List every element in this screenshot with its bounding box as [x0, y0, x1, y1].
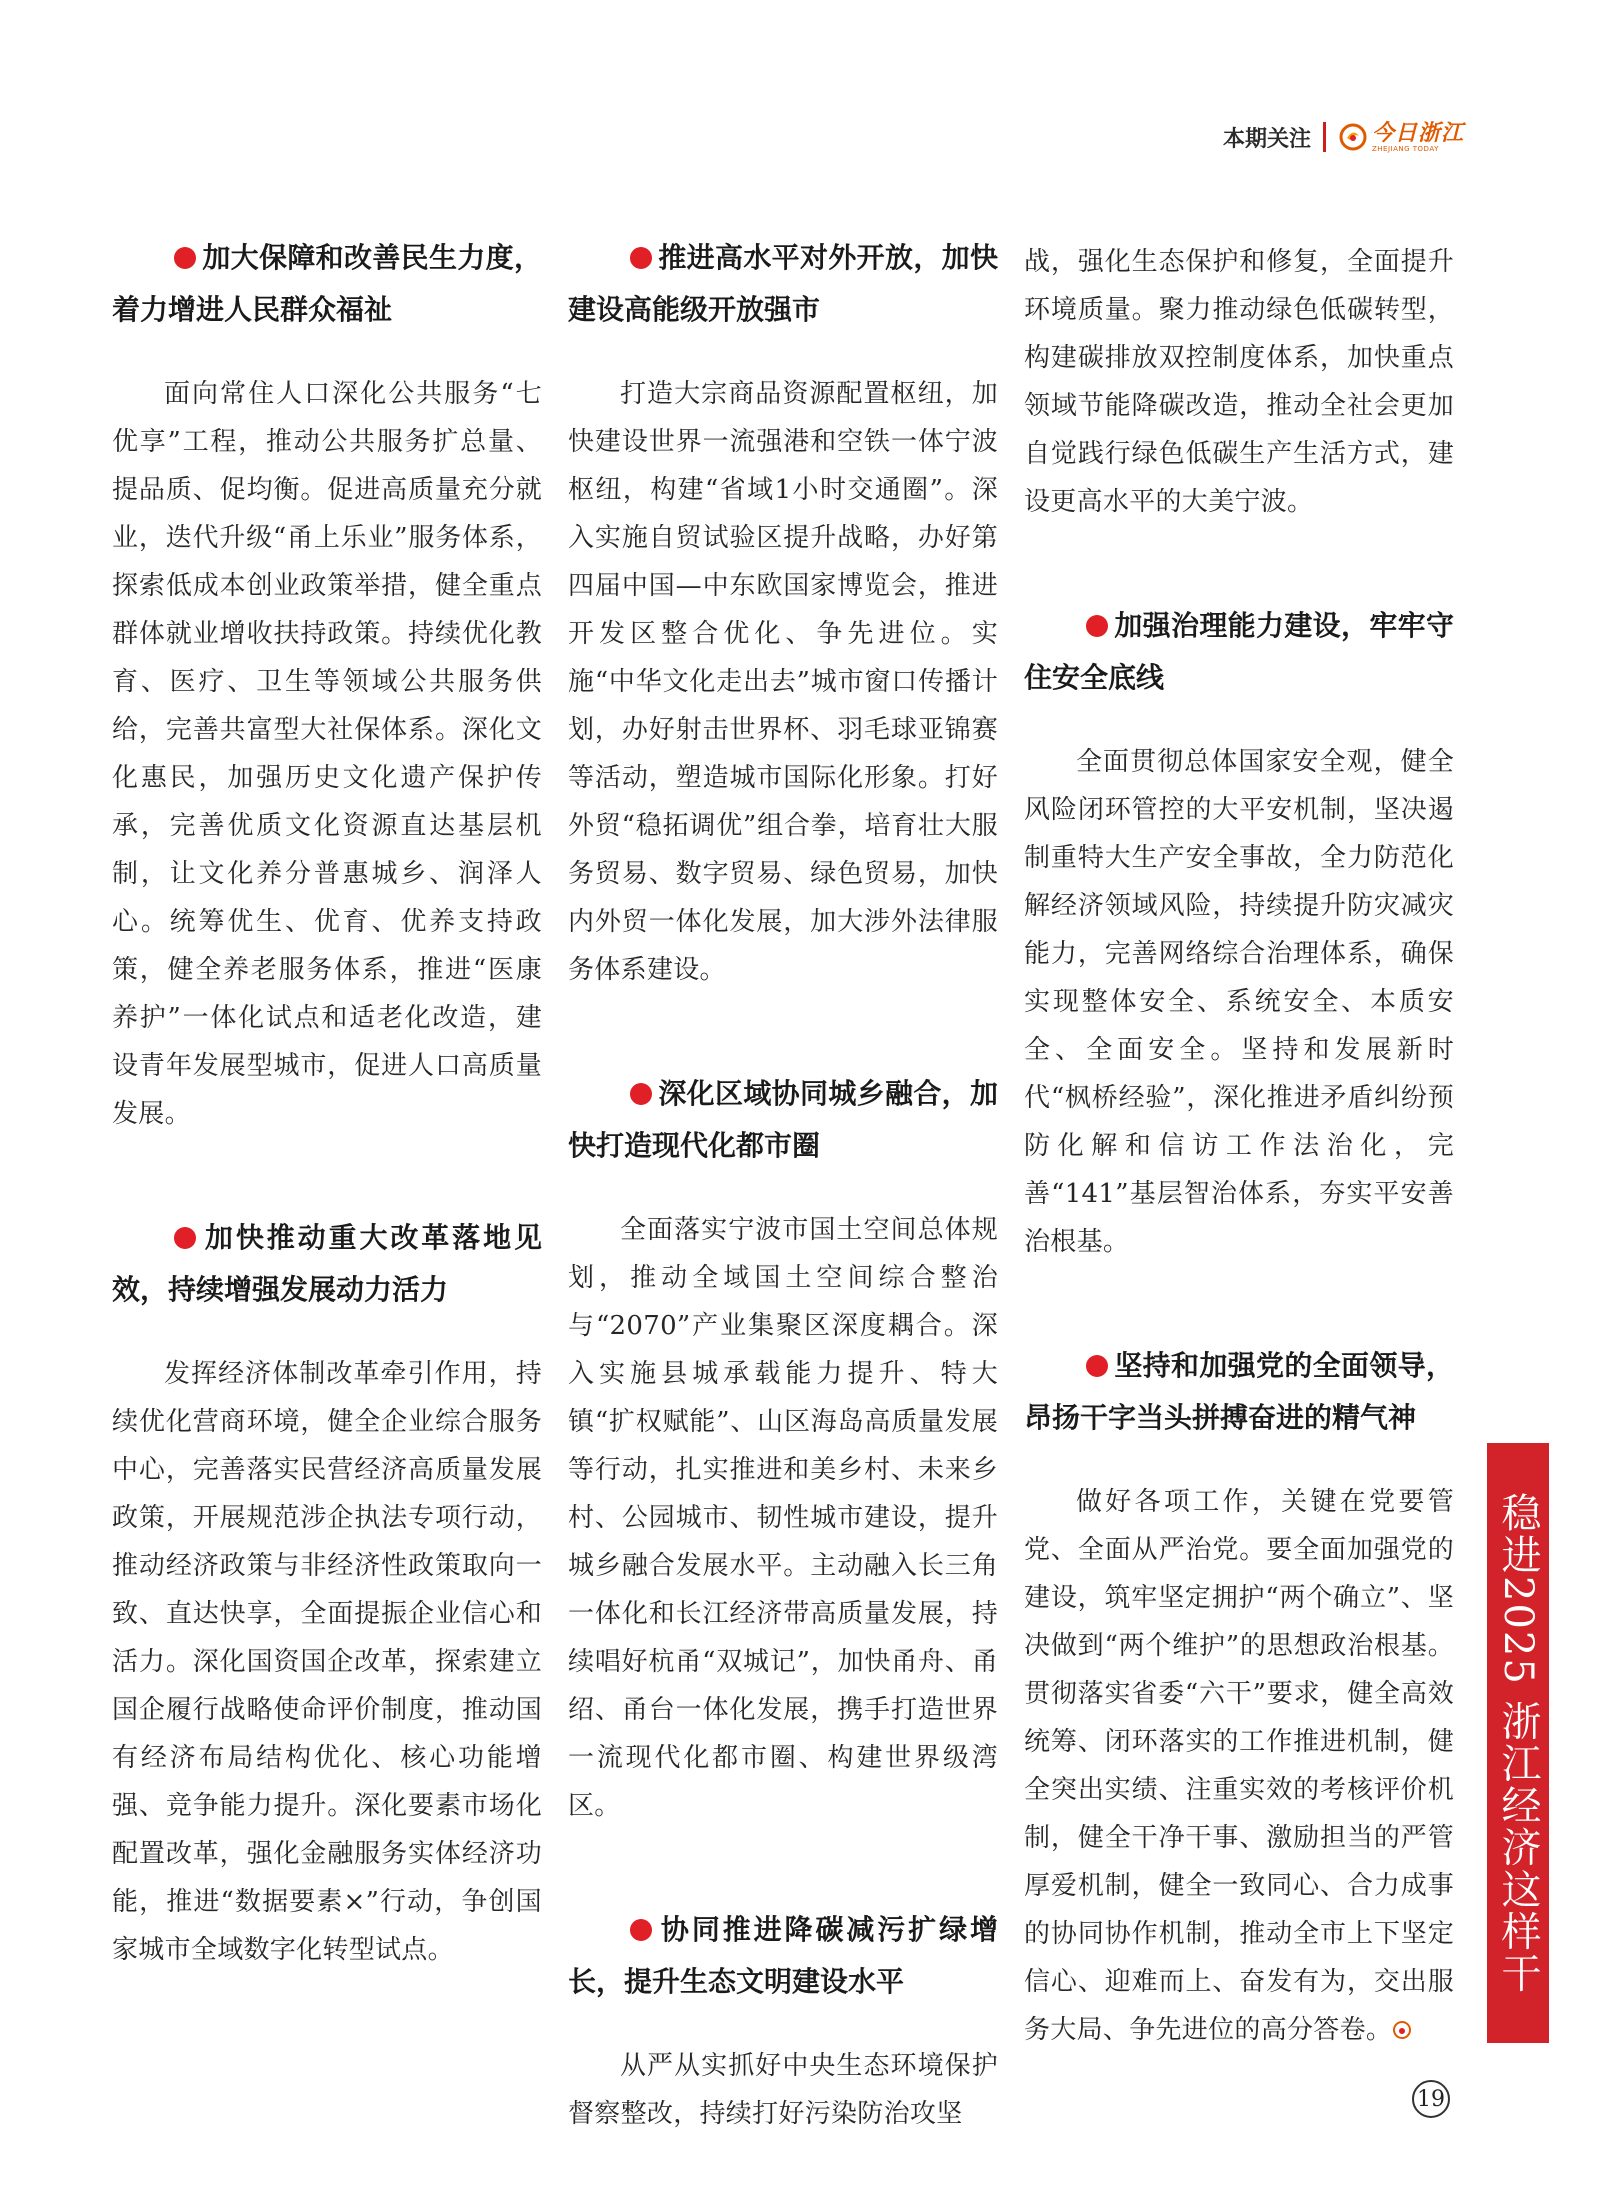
end-mark-icon — [1392, 2020, 1412, 2040]
section-heading — [568, 232, 998, 336]
body-paragraph: 全面落实宁波市国土空间总体规划，推动全域国土空间综合整治与“2070”产业集聚区深度耦合。深入实施县城承载能力提升、特大镇“扩权赋能”、山区海岛高质量发展等行动，扎实推进和美乡村、未来乡村、公园城市、韧性城市建设，提升城乡融合发展水平。主动融入长三角一体化和长江经济带高质量发展，持续唱好杭甬“双城记”，加快甬舟、甬绍、甬台一体化发展，携手打造世界一流现代化都市圈、构建世界级湾区。 — [568, 1215, 998, 1821]
body-paragraph: 全面贯彻总体国家安全观，健全风险闭环管控的大平安机制，坚决遏制重特大生产安全事故，全力防范化解经济领域风险，持续提升防灾减灾能力，完善网络综合治理体系，确保实现整体安全、系统安全、本质安全、全面安全。坚持和发展新时代“枫桥经验”，深化推进矛盾纠纷预防化解和信访工作法治化，完善“141”基层智治体系，夯实平安善治根基。 — [1024, 747, 1454, 1257]
section-heading — [112, 232, 542, 336]
body-paragraph — [1024, 1478, 1454, 2054]
heading-text: 加强治理能力建设，牢牢守住安全底线 — [1024, 609, 1454, 694]
sidebar-banner — [1487, 1443, 1549, 2043]
bullet-dot-icon — [630, 1083, 652, 1105]
heading-text: 协同推进降碳减污扩绿增长，提升生态文明建设水平 — [568, 1913, 998, 1998]
column-2 — [568, 232, 998, 2138]
bullet-dot-icon — [174, 1227, 196, 1249]
logo-english: ZHEJIANG TODAY — [1371, 144, 1439, 153]
column-1 — [112, 232, 542, 1974]
body-paragraph: 打造大宗商品资源配置枢纽，加快建设世界一流强港和空铁一体宁波枢纽，构建“省域1小时交通圈”。深入实施自贸试验区提升战略，办好第四届中国—中东欧国家博览会，推进开发区整合优化、争先进位。实施“中华文化走出去”城市窗口传播计划，办好射击世界杯、羽毛球亚锦赛等活动，塑造城市国际化形象。打好外贸“稳拓调优”组合拳，培育壮大服务贸易、数字贸易、绿色贸易，加快内外贸一体化发展，加大涉外法律服务体系建设。 — [568, 379, 998, 985]
page-number: 19 — [1412, 2080, 1450, 2118]
logo — [1338, 119, 1464, 153]
bullet-dot-icon — [174, 247, 196, 269]
sidebar-title: 稳进2025 浙江经济这样干 — [1495, 1491, 1541, 1995]
page-header — [1223, 116, 1464, 158]
heading-text: 坚持和加强党的全面领导，昂扬干字当头拼搏奋进的精气神 — [1024, 1349, 1454, 1434]
body-paragraph: 从严从实抓好中央生态环境保护督察整改，持续打好污染防治攻坚 — [568, 2051, 998, 2129]
bullet-dot-icon — [1086, 615, 1108, 637]
body-paragraph: 战，强化生态保护和修复，全面提升环境质量。聚力推动绿色低碳转型，构建碳排放双控制度体系，加快重点领域节能降碳改造，推动全社会更加自觉践行绿色低碳生产生活方式，建设更高水平的大美宁波。 — [1024, 247, 1454, 517]
heading-text: 加快推动重大改革落地见效，持续增强发展动力活力 — [112, 1221, 542, 1306]
section-heading — [568, 1904, 998, 2008]
paragraph-text: 做好各项工作，关键在党要管党、全面从严治党。要全面加强党的建设，筑牢坚定拥护“两个确立”、坚决做到“两个维护”的思想政治根基。贯彻落实省委“六干”要求，健全高效统筹、闭环落实的工作推进机制，健全突出实绩、注重实效的考核评价机制，健全干净干事、激励担当的严管厚爱机制，健全一致同心、合力成事的协同协作机制，推动全市上下坚定信心、迎难而上、奋发有为，交出服务大局、争先进位的高分答卷。 — [1024, 1487, 1454, 2045]
bullet-dot-icon — [1086, 1355, 1108, 1377]
heading-text: 加大保障和改善民生力度，着力增进人民群众福祉 — [112, 241, 542, 326]
logo-swirl-icon — [1338, 122, 1368, 152]
column-3 — [1024, 238, 1454, 2054]
bullet-dot-icon — [630, 247, 652, 269]
header-divider — [1323, 122, 1326, 152]
section-label: 本期关注 — [1222, 126, 1311, 152]
section-heading — [1024, 600, 1454, 704]
body-paragraph: 面向常住人口深化公共服务“七优享”工程，推动公共服务扩总量、提品质、促均衡。促进高质量充分就业，迭代升级“甬上乐业”服务体系，探索低成本创业政策举措，健全重点群体就业增收扶持政策。持续优化教育、医疗、卫生等领域公共服务供给，完善共富型大社保体系。深化文化惠民，加强历史文化遗产保护传承，完善优质文化资源直达基层机制，让文化养分普惠城乡、润泽人心。统筹优生、优育、优养支持政策，健全养老服务体系，推进“医康养护”一体化试点和适老化改造，建设青年发展型城市，促进人口高质量发展。 — [112, 379, 542, 1129]
section-heading — [568, 1068, 998, 1172]
section-heading — [1024, 1340, 1454, 1444]
bullet-dot-icon — [630, 1919, 652, 1941]
logo-name: 今日浙江 — [1371, 119, 1464, 146]
body-paragraph: 发挥经济体制改革牵引作用，持续优化营商环境，健全企业综合服务中心，完善落实民营经济高质量发展政策，开展规范涉企执法专项行动，推动经济政策与非经济性政策取向一致、直达快享，全面提振企业信心和活力。深化国资国企改革，探索建立国企履行战略使命评价制度，推动国有经济布局结构优化、核心功能增强、竞争能力提升。深化要素市场化配置改革，强化金融服务实体经济功能，推进“数据要素×”行动，争创国家城市全域数字化转型试点。 — [112, 1359, 542, 1965]
heading-text: 推进高水平对外开放，加快建设高能级开放强市 — [568, 241, 998, 326]
section-heading — [112, 1212, 542, 1316]
heading-text: 深化区域协同城乡融合，加快打造现代化都市圈 — [568, 1077, 998, 1162]
